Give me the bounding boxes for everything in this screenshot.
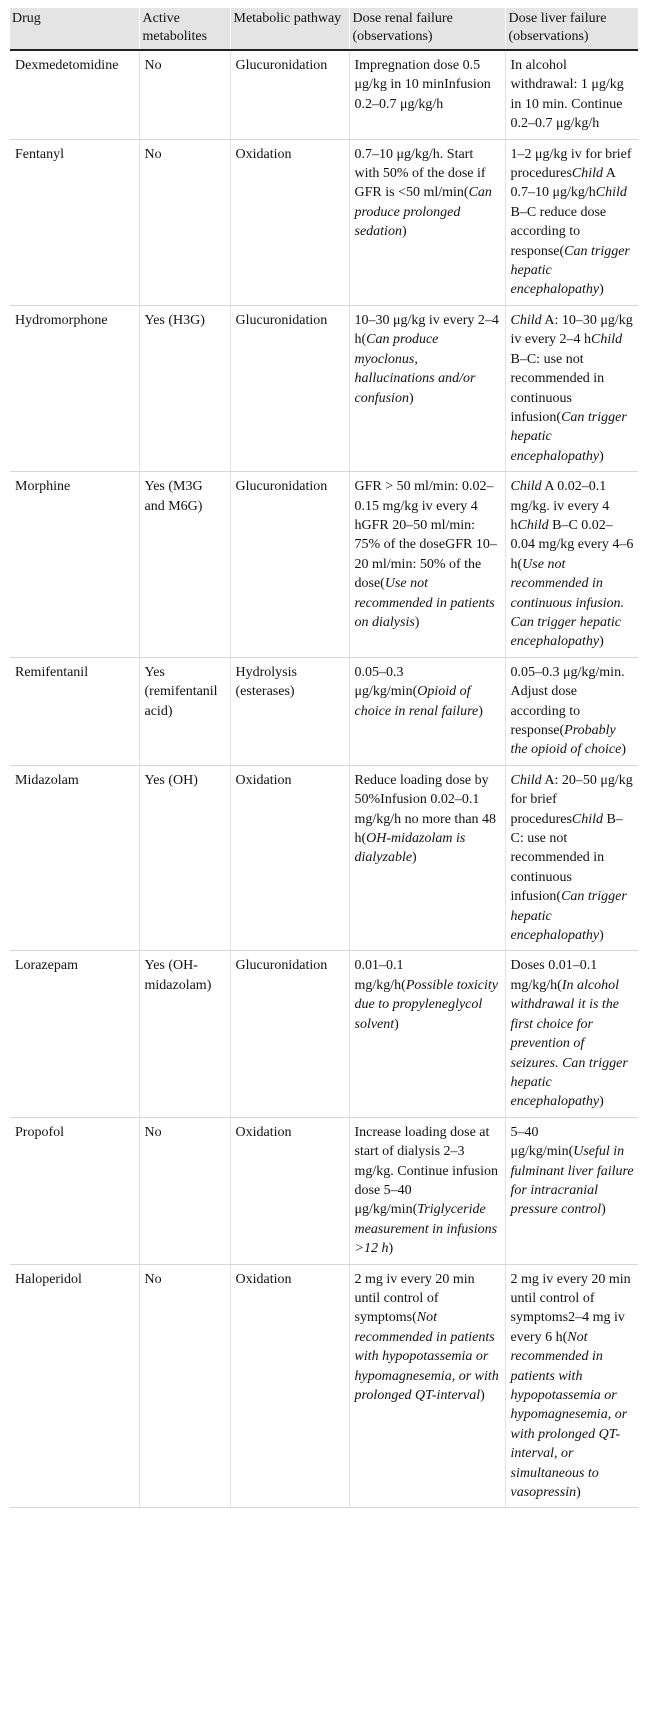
text-segment: ) bbox=[599, 1094, 604, 1110]
active-metabolites-cell: No bbox=[139, 1264, 230, 1508]
text-segment: Use not recommended in patients on dialysis bbox=[354, 576, 495, 630]
active-metabolites-cell: No bbox=[139, 139, 230, 305]
text-segment: Child bbox=[510, 772, 542, 788]
text-segment: ) bbox=[401, 224, 407, 240]
text-segment: Can produce myoclonus, hallucinations and/or confusion bbox=[354, 332, 476, 406]
dose-liver-failure-cell bbox=[505, 1117, 638, 1264]
text-segment: In alcohol withdrawal: 1 μg/kg in 10 min. Continue 0.2–0.7 μg/kg/h bbox=[510, 58, 624, 132]
table-row bbox=[10, 657, 638, 765]
text-segment: Opioid of choice in renal failure bbox=[354, 684, 479, 719]
metabolic-pathway-cell: Oxidation bbox=[230, 765, 349, 951]
text-segment: ) bbox=[621, 742, 626, 758]
text-segment: Child bbox=[510, 312, 542, 328]
table-row bbox=[10, 1264, 638, 1508]
dose-renal-failure-cell bbox=[349, 472, 505, 658]
text-segment: Can trigger hepatic encephalopathy bbox=[510, 889, 627, 944]
dose-renal-failure-cell bbox=[349, 1264, 505, 1508]
dose-renal-failure-cell bbox=[349, 765, 505, 951]
text-segment: ) bbox=[480, 1388, 485, 1403]
text-segment: Can trigger hepatic encephalopathy bbox=[510, 409, 627, 464]
text-segment: A 0.02–0.1 mg/kg. iv every 4 h bbox=[510, 479, 610, 533]
drug-dosing-table bbox=[10, 8, 638, 1508]
drug-cell: Haloperidol bbox=[10, 1264, 139, 1508]
dose-liver-failure-cell bbox=[505, 1264, 638, 1508]
active-metabolites-cell: No bbox=[139, 50, 230, 139]
dose-renal-failure-cell bbox=[349, 1117, 505, 1264]
drug-cell: Lorazepam bbox=[10, 951, 139, 1117]
metabolic-pathway-cell: Glucuronidation bbox=[230, 50, 349, 139]
text-segment: A 0.7–10 μg/kg/h bbox=[510, 166, 616, 201]
text-segment: Can trigger hepatic encephalopathy bbox=[510, 243, 630, 298]
metabolic-pathway-cell: Oxidation bbox=[230, 1264, 349, 1508]
text-segment: B–C reduce dose according to response( bbox=[510, 204, 607, 259]
text-segment: Child bbox=[595, 185, 627, 201]
dose-renal-failure-cell bbox=[349, 50, 505, 139]
header-dose-liver-failure: Dose liver failure (observations) bbox=[505, 8, 638, 50]
dose-liver-failure-cell bbox=[505, 657, 638, 765]
dose-renal-failure-cell bbox=[349, 139, 505, 305]
drug-cell: Propofol bbox=[10, 1117, 139, 1264]
text-segment: Increase loading dose at start of dialysis 2–3 mg/kg. Continue infusion dose 5–40 μg/kg/min( bbox=[354, 1124, 498, 1218]
table-row bbox=[10, 1117, 638, 1264]
metabolic-pathway-cell: Oxidation bbox=[230, 1117, 349, 1264]
text-segment: Child bbox=[510, 479, 542, 495]
dose-renal-failure-cell bbox=[349, 305, 505, 471]
table-row bbox=[10, 765, 638, 951]
drug-cell: Dexmedetomidine bbox=[10, 50, 139, 139]
text-segment: ) bbox=[478, 703, 483, 719]
header-active-metabolites: Active metabolites bbox=[139, 8, 230, 50]
active-metabolites-cell: No bbox=[139, 1117, 230, 1264]
metabolic-pathway-cell: Glucuronidation bbox=[230, 951, 349, 1117]
text-segment: Not recommended in patients with hypopotassemia or hypomagnesemia, or with prolonged QT-interval bbox=[354, 1310, 499, 1403]
text-segment: OH-midazolam is dialyzable bbox=[354, 831, 466, 866]
dose-liver-failure-cell bbox=[505, 765, 638, 951]
text-segment: Useful in fulminant liver failure for intracranial pressure control bbox=[510, 1144, 634, 1218]
text-segment: ) bbox=[601, 1202, 606, 1218]
active-metabolites-cell: Yes (remifentanil acid) bbox=[139, 657, 230, 765]
active-metabolites-cell: Yes (OH) bbox=[139, 765, 230, 951]
text-segment: ) bbox=[394, 1016, 399, 1032]
dose-liver-failure-cell bbox=[505, 139, 638, 305]
text-segment: Doses 0.01–0.1 mg/kg/h( bbox=[510, 958, 598, 993]
text-segment: Probably the opioid of choice bbox=[510, 723, 622, 758]
drug-cell: Midazolam bbox=[10, 765, 139, 951]
metabolic-pathway-cell: Oxidation bbox=[230, 139, 349, 305]
dose-renal-failure-cell bbox=[349, 951, 505, 1117]
text-segment: ) bbox=[412, 850, 417, 866]
header-metabolic-pathway: Metabolic pathway bbox=[230, 8, 349, 50]
drug-cell: Fentanyl bbox=[10, 139, 139, 305]
drug-cell: Hydromorphone bbox=[10, 305, 139, 471]
metabolic-pathway-cell: Hydrolysis (esterases) bbox=[230, 657, 349, 765]
text-segment: In alcohol withdrawal it is the first choice for prevention of seizures. Can trigger hepatic encephalopathy bbox=[510, 977, 628, 1110]
text-segment: Child bbox=[517, 517, 549, 533]
text-segment: Use not recommended in continuous infusion. Can trigger hepatic encephalopathy bbox=[510, 556, 625, 650]
text-segment: 1–2 μg/kg iv for brief procedures bbox=[510, 146, 632, 182]
text-segment: Possible toxicity due to propyleneglycol solvent bbox=[354, 977, 498, 1032]
table-row bbox=[10, 50, 638, 139]
drug-cell: Remifentanil bbox=[10, 657, 139, 765]
text-segment: 2 mg iv every 20 min until control of symptoms( bbox=[354, 1271, 475, 1326]
text-segment: ) bbox=[599, 282, 604, 298]
text-segment: 0.7–10 μg/kg/h. Start with 50% of the dose if GFR is <50 ml/min( bbox=[354, 146, 486, 201]
header-dose-renal-failure: Dose renal failure (observations) bbox=[349, 8, 505, 50]
text-segment: ) bbox=[414, 614, 420, 630]
dose-renal-failure-cell bbox=[349, 657, 505, 765]
drug-cell: Morphine bbox=[10, 472, 139, 658]
text-segment: Reduce loading dose by 50%Infusion 0.02–0.1 mg/kg/h no more than 48 h( bbox=[354, 772, 497, 847]
text-segment: Child bbox=[571, 166, 604, 182]
text-segment: Child bbox=[590, 332, 623, 348]
text-segment: ) bbox=[576, 1485, 581, 1501]
text-segment: ) bbox=[388, 1241, 394, 1257]
text-segment: ) bbox=[599, 928, 604, 944]
text-segment: Not recommended in patients with hypopotassemia or hypomagnesemia, or with prolonged QT-interval, or simultaneous to vasopressin bbox=[510, 1329, 628, 1501]
text-segment: 2 mg iv every 20 min until control of symptoms2–4 mg iv every 6 h( bbox=[510, 1271, 631, 1345]
table-body bbox=[10, 50, 638, 1508]
text-segment: ) bbox=[408, 390, 414, 406]
dose-liver-failure-cell bbox=[505, 50, 638, 139]
active-metabolites-cell: Yes (M3G and M6G) bbox=[139, 472, 230, 658]
table-row bbox=[10, 139, 638, 305]
table-header-row bbox=[10, 8, 638, 50]
text-segment: ) bbox=[599, 634, 604, 650]
text-segment: GFR > 50 ml/min: 0.02–0.15 mg/kg iv every 4 hGFR 20–50 ml/min: 75% of the doseGFR 10–20 ml/min: 50% of the dose( bbox=[354, 479, 497, 592]
table-row bbox=[10, 951, 638, 1117]
text-segment: 0.05–0.3 μg/kg/min. Adjust dose according to response( bbox=[510, 664, 625, 738]
text-segment: B–C: use not recommended in continuous infusion( bbox=[510, 811, 623, 905]
text-segment: B–C 0.02–0.04 mg/kg every 4–6 h( bbox=[510, 517, 634, 572]
text-segment: 5–40 μg/kg/min( bbox=[510, 1124, 574, 1160]
table-row bbox=[10, 305, 638, 471]
text-segment: ) bbox=[599, 448, 604, 464]
text-segment: B–C: use not recommended in continuous infusion( bbox=[510, 351, 605, 425]
text-segment: 0.01–0.1 mg/kg/h( bbox=[354, 958, 406, 993]
table-row bbox=[10, 472, 638, 658]
text-segment: A: 20–50 μg/kg for brief procedures bbox=[510, 772, 633, 827]
text-segment: 0.05–0.3 μg/kg/min( bbox=[354, 664, 418, 700]
text-segment: Child bbox=[571, 811, 604, 827]
text-segment: Can produce prolonged sedation bbox=[354, 185, 492, 240]
dose-liver-failure-cell bbox=[505, 305, 638, 471]
text-segment: A: 10–30 μg/kg iv every 2–4 h bbox=[510, 312, 633, 348]
text-segment: Triglyceride measurement in infusions >12 h bbox=[354, 1202, 498, 1257]
dose-liver-failure-cell bbox=[505, 472, 638, 658]
dose-liver-failure-cell bbox=[505, 951, 638, 1117]
active-metabolites-cell: Yes (H3G) bbox=[139, 305, 230, 471]
metabolic-pathway-cell: Glucuronidation bbox=[230, 472, 349, 658]
text-segment: 10–30 μg/kg iv every 2–4 h( bbox=[354, 312, 499, 348]
text-segment: Impregnation dose 0.5 μg/kg in 10 minInfusion 0.2–0.7 μg/kg/h bbox=[354, 58, 491, 112]
active-metabolites-cell: Yes (OH-midazolam) bbox=[139, 951, 230, 1117]
metabolic-pathway-cell: Glucuronidation bbox=[230, 305, 349, 471]
header-drug: Drug bbox=[10, 8, 139, 50]
